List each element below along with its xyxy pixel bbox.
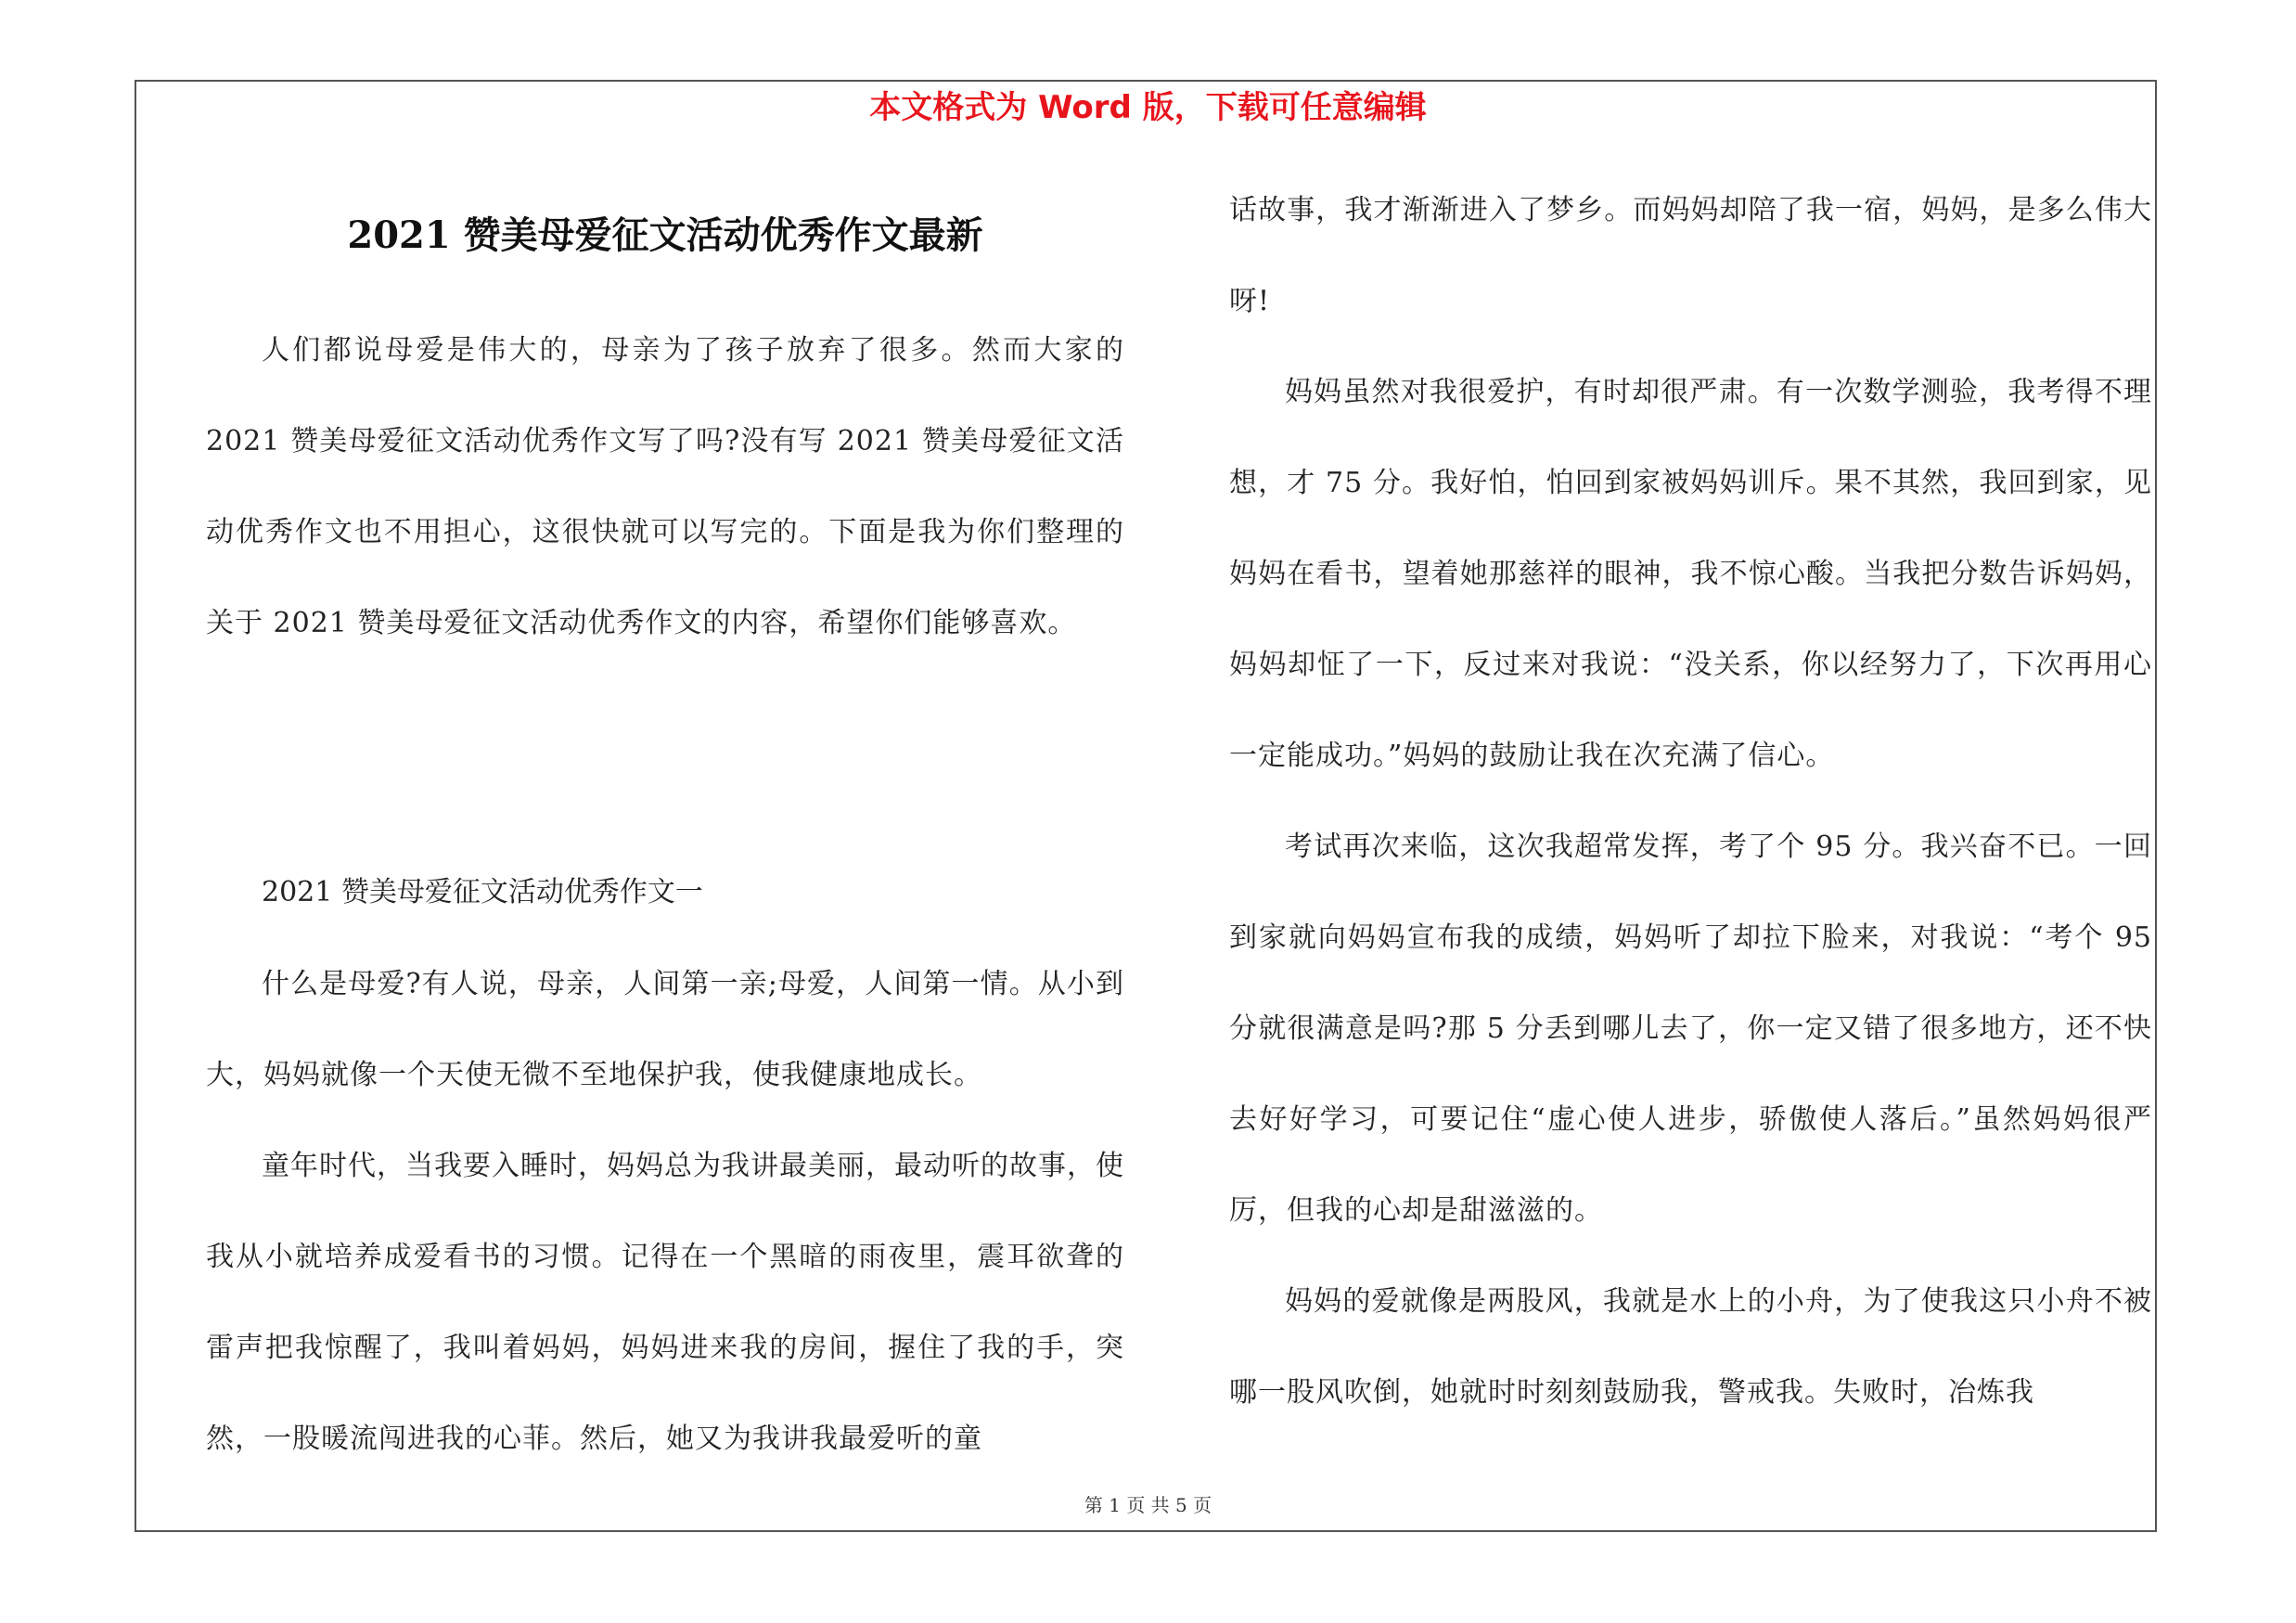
section-subheading: 2021 赞美母爱征文活动优秀作文一 (262, 876, 703, 908)
body-paragraph-5: 妈妈的爱就像是两股风，我就是水上的小舟，为了使我这只小舟不被哪一股风吹倒，她就时时刻刻鼓励我，警戒我。失败时，冶炼我 (1229, 1285, 2152, 1409)
page-number-footer: 第 1 页 共 5 页 (1084, 1494, 1212, 1516)
body-paragraph-1: 什么是母爱?有人说，母亲，人间第一亲;母爱，人间第一情。从小到大，妈妈就像一个天使无微不至地保护我，使我健康地成长。 (206, 968, 1124, 1091)
body-paragraph-3: 妈妈虽然对我很爱护，有时却很严肃。有一次数学测验，我考得不理想，才 75 分。我好怕，怕回到家被妈妈训斥。果不其然，我回到家，见妈妈在看书，望着她那慈祥的眼神，我不惊心酸。当我把分数告诉妈妈，妈妈却怔了一下，反过来对我说：“没关系，你以经努力了，下次再用心一定能成功。”妈妈的鼓励让我在次充满了信心。 (1229, 376, 2152, 772)
continued-paragraph: 话故事，我才渐渐进入了梦乡。而妈妈却陪了我一宿，妈妈，是多么伟大呀! (1229, 194, 2152, 317)
document-title: 2021 赞美母爱征文活动优秀作文最新 (347, 213, 983, 257)
intro-paragraph: 人们都说母爱是伟大的，母亲为了孩子放弃了很多。然而大家的 2021 赞美母爱征文活动优秀作文写了吗?没有写 2021 赞美母爱征文活动优秀作文也不用担心，这很快就可以写完的。下面是我为你们整理的关于 2021 赞美母爱征文活动优秀作文的内容，希望你们能够喜欢。 (206, 334, 1124, 639)
body-paragraph-4: 考试再次来临，这次我超常发挥，考了个 95 分。我兴奋不已。一回到家就向妈妈宣布我的成绩，妈妈听了却拉下脸来，对我说：“考个 95 分就很满意是吗?那 5 分丢到哪儿去了，你一定又错了很多地方，还不快去好好学习，可要记住“虚心使人进步，骄傲使人落后。”虽然妈妈很严厉，但我的心却是甜滋滋的。 (1229, 831, 2152, 1227)
body-paragraph-2: 童年时代，当我要入睡时，妈妈总为我讲最美丽，最动听的故事，使我从小就培养成爱看书的习惯。记得在一个黑暗的雨夜里，震耳欲聋的雷声把我惊醒了，我叫着妈妈，妈妈进来我的房间，握住了我的手，突然，一股暖流闯进我的心菲。然后，她又为我讲我最爱听的童 (206, 1150, 1124, 1455)
format-notice-banner: 本文格式为 Word 版，下载可任意编辑 (869, 89, 1427, 126)
